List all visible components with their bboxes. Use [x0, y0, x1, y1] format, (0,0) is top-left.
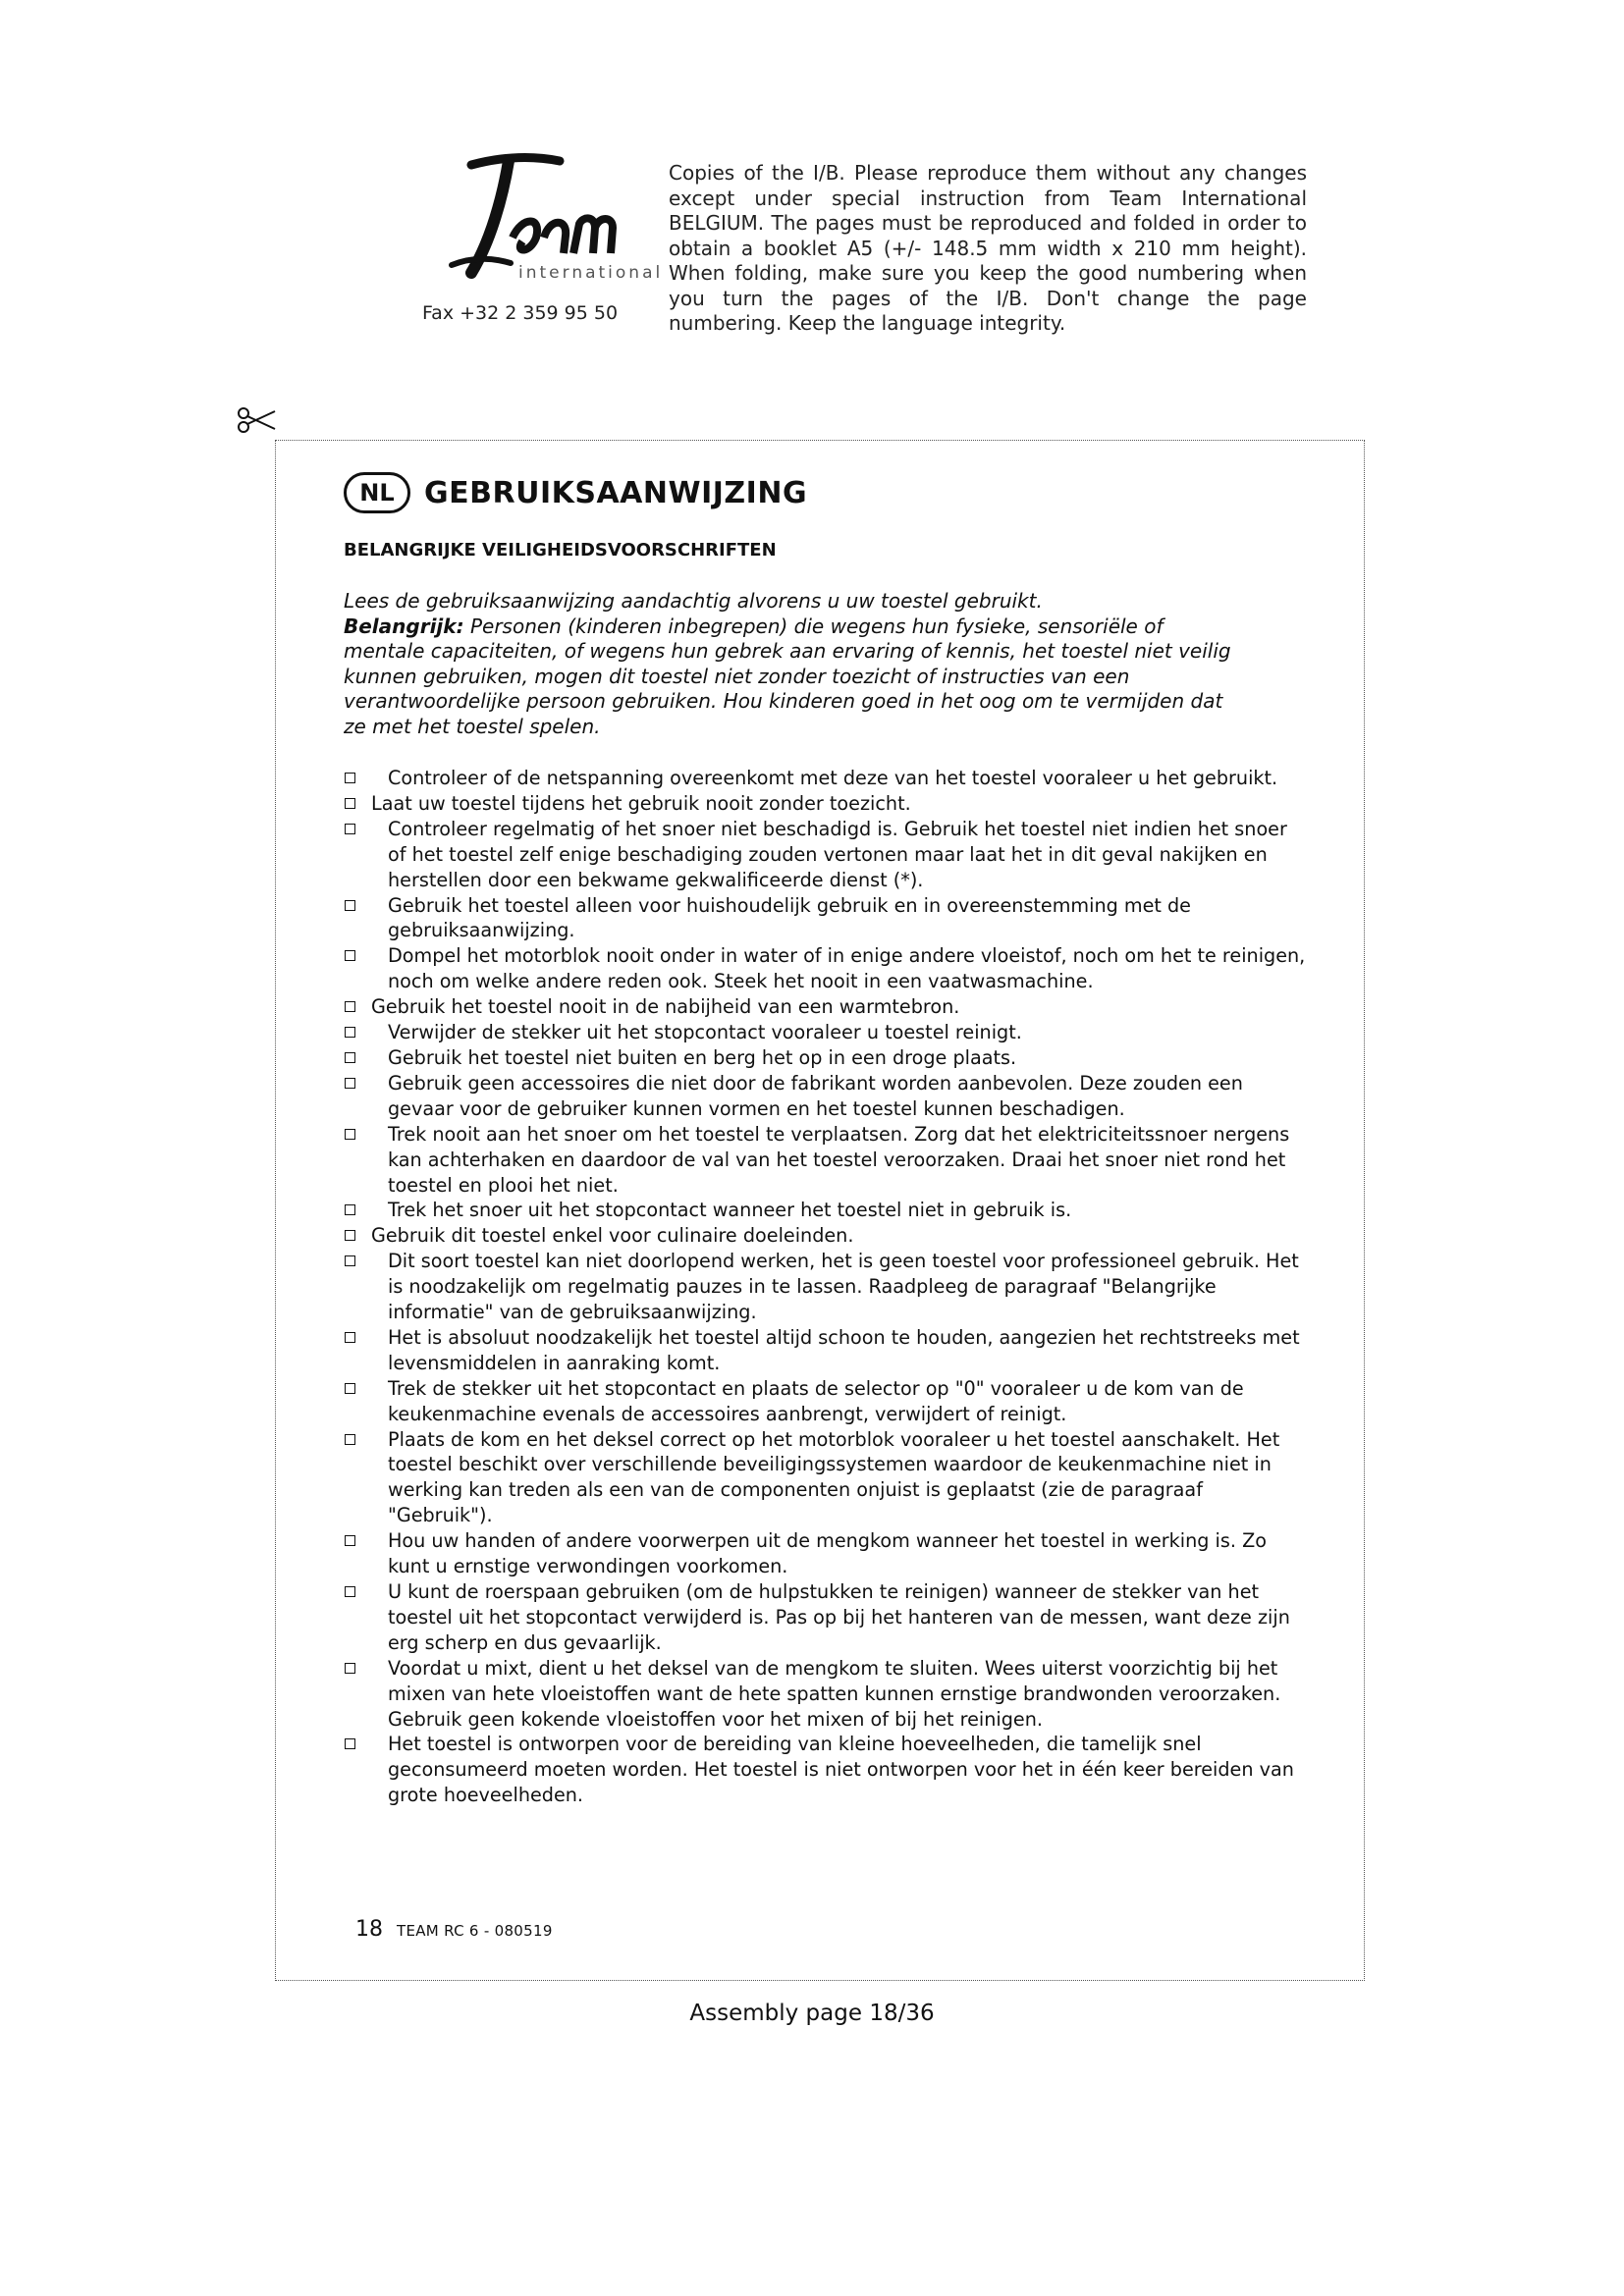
- page-number: 18: [355, 1917, 383, 1942]
- checkbox-bullet-icon: [345, 1129, 355, 1140]
- checkbox-bullet-icon: [345, 1052, 355, 1063]
- important-label: Belangrijk:: [344, 614, 464, 638]
- list-item: Gebruik het toestel niet buiten en berg het op in een droge plaats.: [344, 1045, 1311, 1071]
- intro-paragraph: [344, 589, 1247, 739]
- language-badge: NL: [344, 472, 410, 513]
- list-item: Gebruik geen accessoires die niet door de fabrikant worden aanbevolen. Deze zouden een gevaar voor de gebruiker kunnen vormen en het toestel kunnen beschadigen.: [344, 1071, 1311, 1122]
- checkbox-bullet-icon: [345, 900, 355, 911]
- important-notice: [344, 614, 1247, 740]
- title-row: [344, 468, 807, 517]
- checkbox-bullet-icon: [345, 1434, 355, 1445]
- assembly-page-label: Assembly page 18/36: [689, 2001, 935, 2026]
- checkbox-bullet-icon: [345, 1204, 355, 1215]
- list-item: Dit soort toestel kan niet doorlopend werken, het is geen toestel voor professioneel gebruik. Het is noodzakelijk om regelmatig pauzes in te lassen. Raadpleeg de paragraaf "Belangrijke informatie" van de gebruiksaanwijzing.: [344, 1249, 1311, 1325]
- list-item: Verwijder de stekker uit het stopcontact vooraleer u toestel reinigt.: [344, 1020, 1311, 1045]
- list-item: Trek het snoer uit het stopcontact wanneer het toestel niet in gebruik is.: [344, 1198, 1311, 1223]
- list-item: Trek nooit aan het snoer om het toestel te verplaatsen. Zorg dat het elektriciteitssnoer nergens kan achterhaken en daardoor de val van het toestel veroorzaken. Draai het snoer niet rond het toestel en plooi het niet.: [344, 1122, 1311, 1199]
- list-item: Het toestel is ontworpen voor de bereiding van kleine hoeveelheden, die tamelijk snel geconsumeerd moeten worden. Het toestel is niet ontworpen voor het in één keer bereiden van grote hoeveelheden.: [344, 1732, 1311, 1808]
- list-item: Hou uw handen of andere voorwerpen uit de mengkom wanneer het toestel in werking is. Zo kunt u ernstige verwondingen voorkomen.: [344, 1528, 1311, 1579]
- checkbox-bullet-icon: [345, 950, 355, 961]
- section-heading: BELANGRIJKE VEILIGHEIDSVOORSCHRIFTEN: [344, 540, 777, 561]
- checkbox-bullet-icon: [345, 1586, 355, 1597]
- list-item: Gebruik dit toestel enkel voor culinaire doeleinden.: [344, 1223, 1311, 1249]
- page-title: GEBRUIKSAANWIJZING: [424, 475, 808, 510]
- list-item: Trek de stekker uit het stopcontact en plaats de selector op "0" vooraleer u de kom van de keukenmachine evenals de accessoires aanbrengt, verwijdert of reinigt.: [344, 1376, 1311, 1427]
- checkbox-bullet-icon: [345, 1027, 355, 1038]
- checkbox-bullet-icon: [345, 1255, 355, 1266]
- model-code: TEAM RC 6 - 080519: [397, 1922, 553, 1940]
- checkbox-bullet-icon: [345, 773, 355, 783]
- list-item: Laat uw toestel tijdens het gebruik nooit zonder toezicht.: [344, 791, 1311, 817]
- print-instructions: Copies of the I/B. Please reproduce them without any changes except under special instruction from Team International BELGIUM. The pages must be reproduced and folded in order to obtain a booklet A5 (+/- 148.5 mm width x 210 mm height). When folding, make sure you keep the good numbering when you turn the pages of the I/B. Don't change the page numbering. Keep the language integrity.: [669, 161, 1307, 335]
- checkbox-bullet-icon: [345, 1230, 355, 1241]
- list-item: Het is absoluut noodzakelijk het toestel altijd schoon te houden, aangezien het rechtstreeks met levensmiddelen in aanraking komt.: [344, 1325, 1311, 1376]
- checkbox-bullet-icon: [345, 1078, 355, 1089]
- scissors-icon: [236, 405, 279, 435]
- list-item: Plaats de kom en het deksel correct op het motorblok vooraleer u het toestel aanschakelt. Het toestel beschikt over verschillende beveiligingssystemen waardoor de keukenmachine niet in werking kan treden als een van de componenten onjuist is geplaatst (zie de paragraaf "Gebruik").: [344, 1427, 1311, 1529]
- safety-bullet-list: [344, 766, 1311, 1808]
- checkbox-bullet-icon: [345, 1738, 355, 1749]
- checkbox-bullet-icon: [345, 1535, 355, 1546]
- checkbox-bullet-icon: [345, 1663, 355, 1674]
- list-item: Dompel het motorblok nooit onder in water of in enige andere vloeistof, noch om het te reinigen, noch om welke andere reden ook. Steek het nooit in een vaatwasmachine.: [344, 943, 1311, 994]
- list-item: Voordat u mixt, dient u het deksel van de mengkom te sluiten. Wees uiterst voorzichtig bij het mixen van hete vloeistoffen want de hete spatten kunnen ernstige brandwonden veroorzaken. Gebruik geen kokende vloeistoffen voor het mixen of bij het reinigen.: [344, 1656, 1311, 1733]
- page-footer: [355, 1917, 553, 1942]
- intro-line: Lees de gebruiksaanwijzing aandachtig alvorens u uw toestel gebruikt.: [344, 589, 1043, 613]
- checkbox-bullet-icon: [345, 1001, 355, 1012]
- checkbox-bullet-icon: [345, 1383, 355, 1394]
- list-item: Gebruik het toestel alleen voor huishoudelijk gebruik en in overeenstemming met de gebruiksaanwijzing.: [344, 893, 1311, 944]
- list-item: U kunt de roerspaan gebruiken (om de hulpstukken te reinigen) wanneer de stekker van het toestel uit het stopcontact verwijderd is. Pas op bij het hanteren van de messen, want deze zijn erg scherp en dus gevaarlijk.: [344, 1579, 1311, 1656]
- important-text: Personen (kinderen inbegrepen) die wegens hun fysieke, sensoriële of mentale capaciteiten, of wegens hun gebrek aan ervaring of kennis, het toestel niet veilig kunnen gebruiken, mogen dit toestel niet zonder toezicht of instructies van een verantwoordelijke persoon gebruiken. Hou kinderen goed in het oog om te vermijden dat ze met het toestel spelen.: [344, 614, 1231, 738]
- list-item: Controleer of de netspanning overeenkomt met deze van het toestel vooraleer u het gebruikt.: [344, 766, 1311, 791]
- list-item: Gebruik het toestel nooit in de nabijheid van een warmtebron.: [344, 994, 1311, 1020]
- list-item: Controleer regelmatig of het snoer niet beschadigd is. Gebruik het toestel niet indien het snoer of het toestel zelf enige beschadiging zouden vertonen maar laat het in dit geval nakijken en herstellen door een bekwame gekwalificeerde dienst (*).: [344, 817, 1311, 893]
- checkbox-bullet-icon: [345, 798, 355, 809]
- checkbox-bullet-icon: [345, 1332, 355, 1343]
- fax-number: Fax +32 2 359 95 50: [422, 302, 619, 324]
- checkbox-bullet-icon: [345, 824, 355, 834]
- logo-subtext: international: [518, 263, 664, 283]
- team-logo: [412, 147, 664, 294]
